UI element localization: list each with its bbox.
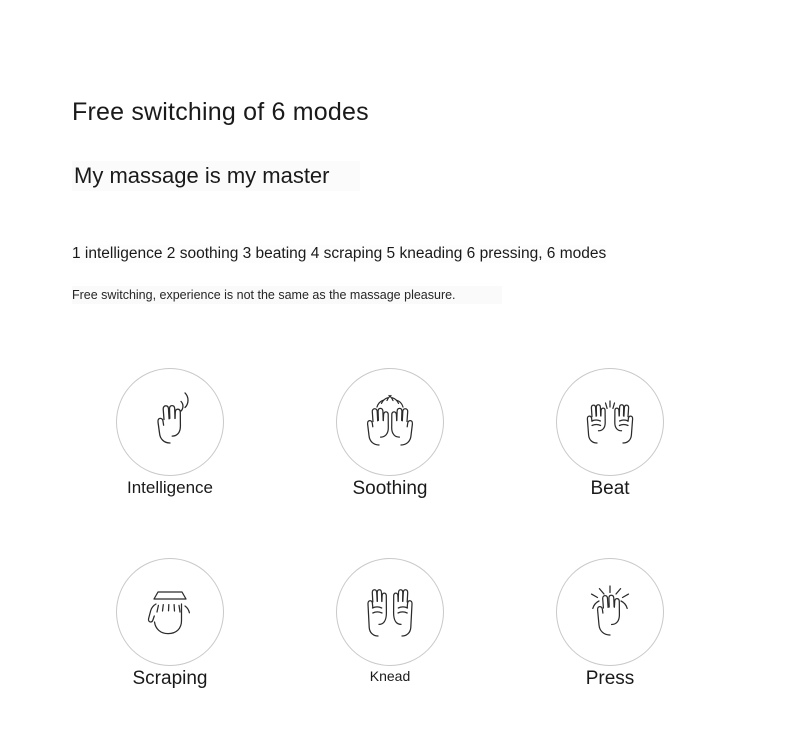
- mode-item-knead: [280, 558, 500, 738]
- page-subtitle: My massage is my master: [72, 161, 360, 191]
- mode-icon-circle: [116, 558, 224, 666]
- mode-item-press: [500, 558, 720, 738]
- mode-item-scraping: [60, 558, 280, 738]
- mode-icon-circle: [556, 368, 664, 476]
- mode-icon-circle: [336, 368, 444, 476]
- mode-icon-circle: [336, 558, 444, 666]
- mode-icon-grid: [60, 368, 720, 738]
- mode-label: Knead: [369, 668, 411, 684]
- mode-label: Beat: [590, 478, 630, 499]
- hand-pressing-icon: [579, 582, 641, 642]
- two-fists-kneading-icon: [361, 582, 419, 642]
- mode-grid-row: [60, 558, 720, 738]
- mode-grid-row: [60, 368, 720, 558]
- two-fists-beating-icon: [579, 391, 641, 453]
- description-text: Free switching, experience is not the same as the massage pleasure.: [72, 286, 502, 304]
- two-hands-spread-waves-icon: [357, 391, 423, 453]
- mode-item-soothing: [280, 368, 500, 558]
- mode-icon-circle: [116, 368, 224, 476]
- page-title: Free switching of 6 modes: [72, 98, 369, 126]
- hand-tap-waves-icon: [139, 391, 201, 453]
- hand-scraping-icon: [138, 582, 202, 642]
- mode-label: Scraping: [132, 668, 208, 689]
- mode-item-beat: [500, 368, 720, 558]
- mode-label: Intelligence: [126, 478, 213, 497]
- mode-icon-circle: [556, 558, 664, 666]
- mode-label: Press: [585, 668, 635, 689]
- mode-list-line: 1 intelligence 2 soothing 3 beating 4 scraping 5 kneading 6 pressing, 6 modes: [72, 245, 607, 262]
- mode-label: Soothing: [352, 478, 428, 499]
- mode-item-intelligence: [60, 368, 280, 558]
